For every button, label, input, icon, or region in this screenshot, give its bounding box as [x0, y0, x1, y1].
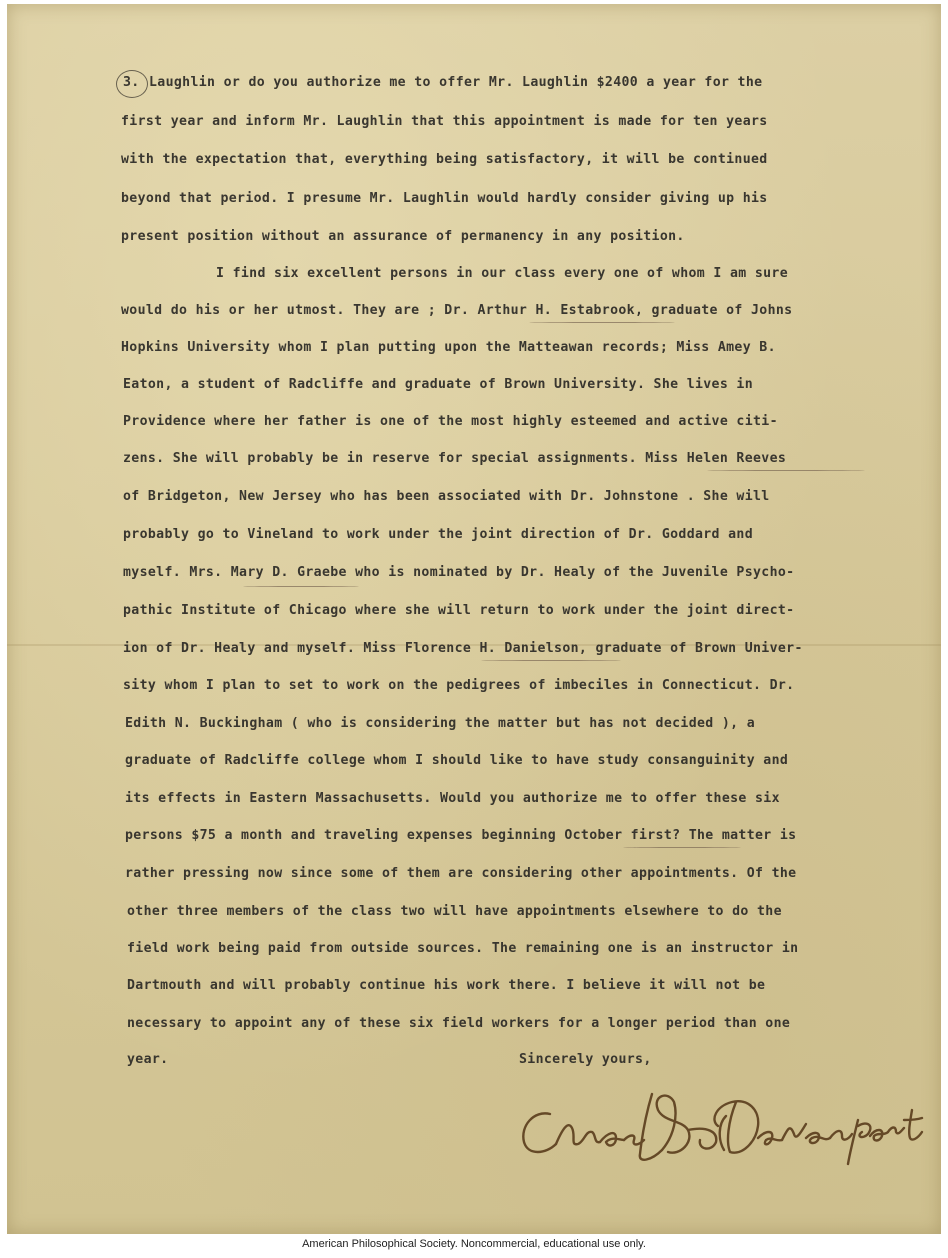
letter-line-11: zens. She will probably be in reserve for special assignments. Miss Helen Reeves [123, 451, 787, 466]
letter-line-16: ion of Dr. Healy and myself. Miss Florence H. Danielson, graduate of Brown Univer- [123, 641, 803, 656]
letter-line-9: Eaton, a student of Radcliffe and graduate of Brown University. She lives in [123, 377, 754, 392]
letter-line-2: first year and inform Mr. Laughlin that this appointment is made for ten years [121, 114, 768, 129]
letter-line-6: I find six excellent persons in our class every one of whom I am sure [216, 266, 788, 281]
letter-line-12: of Bridgeton, New Jersey who has been associated with Dr. Johnstone . She will [123, 489, 770, 504]
page-number: 3. [123, 75, 140, 90]
letter-line-7: would do his or her utmost. They are ; Dr. Arthur H. Estabrook, graduate of Johns [121, 303, 793, 318]
letter-line-1: Laughlin or do you authorize me to offer Mr. Laughlin $2400 a year for the [149, 75, 763, 90]
underline-graebe [243, 586, 359, 587]
signature-image [512, 1080, 932, 1170]
letter-line-27: year. [127, 1052, 169, 1067]
letter-line-15: pathic Institute of Chicago where she will return to work under the joint direct- [123, 603, 795, 618]
letter-line-24: field work being paid from outside sources. The remaining one is an instructor in [127, 941, 799, 956]
letter-line-17: sity whom I plan to set to work on the pedigrees of imbeciles in Connecticut. Dr. [123, 678, 795, 693]
underline-reeves [707, 470, 865, 471]
underline-estabrook [529, 322, 675, 323]
underline-danielson [481, 660, 621, 661]
letter-line-20: its effects in Eastern Massachusetts. Would you authorize me to offer these six [125, 791, 780, 806]
letter-line-13: probably go to Vineland to work under the joint direction of Dr. Goddard and [123, 527, 754, 542]
archive-credit: American Philosophical Society. Noncommercial, educational use only. [302, 1238, 646, 1250]
letter-page [7, 4, 941, 1234]
letter-line-3: with the expectation that, everything being satisfactory, it will be continued [121, 152, 768, 167]
letter-line-5: present position without an assurance of permanency in any position. [121, 229, 685, 244]
letter-line-25: Dartmouth and will probably continue his work there. I believe it will not be [127, 978, 766, 993]
closing-text: Sincerely yours, [519, 1052, 652, 1067]
letter-line-14: myself. Mrs. Mary D. Graebe who is nominated by Dr. Healy of the Juvenile Psycho- [123, 565, 795, 580]
letter-line-21: persons $75 a month and traveling expenses beginning October first? The matter is [125, 828, 797, 843]
letter-line-18: Edith N. Buckingham ( who is considering the matter but has not decided ), a [125, 716, 756, 731]
letter-line-10: Providence where her father is one of the most highly esteemed and active citi- [123, 414, 778, 429]
letter-line-8: Hopkins University whom I plan putting upon the Matteawan records; Miss Amey B. [121, 340, 776, 355]
letter-line-4: beyond that period. I presume Mr. Laughlin would hardly consider giving up his [121, 191, 768, 206]
letter-line-26: necessary to appoint any of these six field workers for a longer period than one [127, 1016, 791, 1031]
letter-line-22: rather pressing now since some of them are considering other appointments. Of the [125, 866, 797, 881]
letter-line-23: other three members of the class two will have appointments elsewhere to do the [127, 904, 782, 919]
letter-line-19: graduate of Radcliffe college whom I should like to have study consanguinity and [125, 753, 789, 768]
underline-october [623, 847, 741, 848]
